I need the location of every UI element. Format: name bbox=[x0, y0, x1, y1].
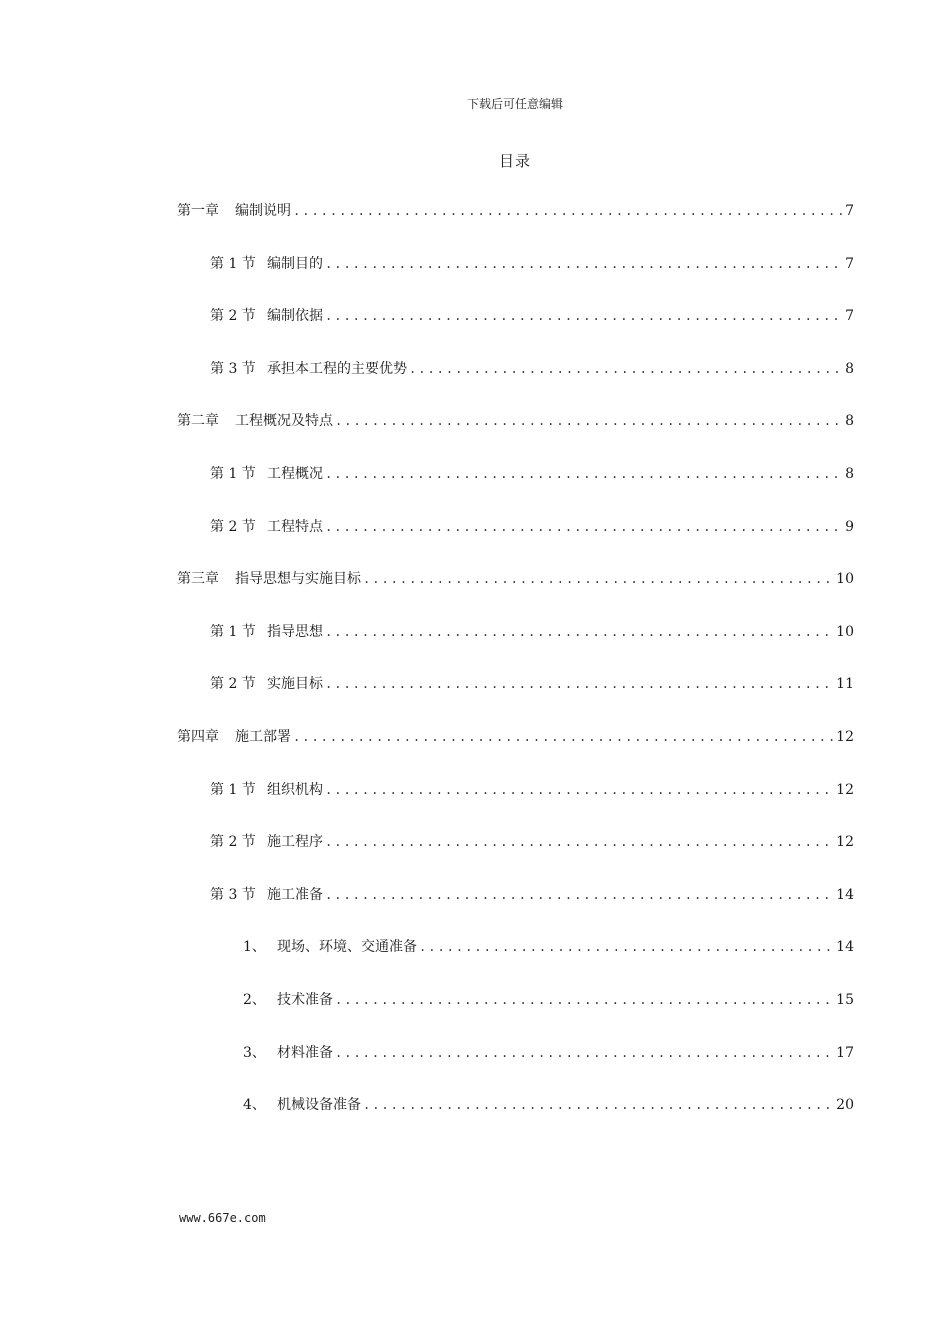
toc-entry-section[interactable] bbox=[210, 779, 854, 807]
toc-entry-number: 第 2 节 bbox=[210, 834, 256, 851]
toc-entry-number: 第 1 节 bbox=[210, 781, 256, 798]
toc-entry-label: 技术准备 bbox=[277, 992, 333, 1008]
toc-entry-label: 施工程序 bbox=[267, 834, 323, 851]
toc-entry-label: 编制依据 bbox=[267, 308, 323, 325]
toc-entry-number: 第 2 节 bbox=[210, 518, 256, 535]
toc-entry-section[interactable] bbox=[210, 884, 854, 912]
toc-entry-page: 7 bbox=[845, 255, 854, 272]
dot-leader bbox=[325, 677, 834, 691]
toc-entry-section[interactable] bbox=[210, 673, 854, 701]
dot-leader bbox=[293, 204, 843, 218]
toc-entry-section[interactable] bbox=[210, 621, 854, 649]
toc-entry-page: 7 bbox=[845, 203, 854, 219]
dot-leader bbox=[325, 309, 843, 323]
dot-leader bbox=[325, 467, 843, 481]
dot-leader bbox=[419, 940, 834, 954]
toc-entry-page: 7 bbox=[845, 308, 854, 325]
toc-entry-chapter[interactable] bbox=[177, 410, 854, 438]
toc-entry-page: 12 bbox=[836, 729, 854, 745]
toc-entry-page: 20 bbox=[836, 1097, 854, 1114]
header-note: 下载后可任意编辑 bbox=[466, 97, 563, 111]
toc-entry-page: 15 bbox=[836, 992, 854, 1008]
toc-entry-page: 11 bbox=[836, 676, 854, 693]
toc-entry-label: 组织机构 bbox=[267, 781, 323, 798]
dot-leader bbox=[325, 783, 834, 797]
dot-leader bbox=[293, 730, 834, 744]
toc-entry-chapter[interactable] bbox=[177, 200, 854, 228]
toc-entry-page: 10 bbox=[836, 571, 854, 588]
toc-entry-page: 9 bbox=[845, 518, 854, 535]
toc-entry-label: 承担本工程的主要优势 bbox=[267, 360, 407, 377]
toc-entry-page: 12 bbox=[836, 834, 854, 851]
toc-entry-chapter[interactable] bbox=[177, 726, 854, 754]
toc-entry-number: 第三章 bbox=[177, 571, 219, 588]
toc-entry-label: 施工准备 bbox=[267, 886, 323, 903]
toc-entry-page: 12 bbox=[836, 781, 854, 798]
toc-entry-number: 第四章 bbox=[177, 729, 219, 745]
toc-entry-number: 第 1 节 bbox=[210, 466, 256, 482]
toc-entry-number: 2、 bbox=[243, 992, 266, 1008]
dot-leader bbox=[363, 572, 834, 586]
toc-entry-section[interactable] bbox=[210, 305, 854, 333]
dot-leader bbox=[335, 1046, 834, 1060]
toc-entry-page: 17 bbox=[836, 1044, 854, 1061]
toc-entry-number: 第 1 节 bbox=[210, 255, 256, 272]
toc-entry-number: 第 1 节 bbox=[210, 623, 256, 640]
toc-entry-page: 8 bbox=[845, 413, 854, 430]
toc-entry-label: 指导思想 bbox=[267, 623, 323, 640]
toc-entry-item[interactable] bbox=[243, 1094, 854, 1122]
toc-entry-page: 8 bbox=[845, 466, 854, 482]
toc-entry-chapter[interactable] bbox=[177, 568, 854, 596]
toc-entry-page: 14 bbox=[836, 886, 854, 903]
toc-entry-label: 实施目标 bbox=[267, 676, 323, 693]
dot-leader bbox=[335, 993, 834, 1007]
toc-entry-label: 编制目的 bbox=[267, 255, 323, 272]
toc-entry-number: 第 3 节 bbox=[210, 886, 256, 903]
toc-title: 目录 bbox=[498, 152, 531, 170]
toc-entry-number: 第二章 bbox=[177, 413, 219, 430]
toc-entry-number: 4、 bbox=[243, 1097, 266, 1114]
dot-leader bbox=[325, 520, 843, 534]
dot-leader bbox=[325, 835, 834, 849]
toc-entry-item[interactable] bbox=[243, 989, 854, 1017]
dot-leader bbox=[325, 625, 834, 639]
toc-entry-label: 工程特点 bbox=[267, 518, 323, 535]
toc-entry-page: 14 bbox=[836, 939, 854, 956]
toc-entry-number: 第 2 节 bbox=[210, 308, 256, 325]
toc-entry-item[interactable] bbox=[243, 936, 854, 964]
toc-entry-number: 3、 bbox=[243, 1044, 266, 1061]
dot-leader bbox=[325, 257, 843, 271]
footer-url: www.667e.com bbox=[179, 1211, 266, 1225]
toc-entry-label: 现场、环境、交通准备 bbox=[277, 939, 417, 956]
toc-entry-label: 工程概况 bbox=[267, 466, 323, 482]
toc-entry-page: 8 bbox=[845, 360, 854, 377]
dot-leader bbox=[335, 414, 843, 428]
toc-entry-page: 10 bbox=[836, 623, 854, 640]
dot-leader bbox=[363, 1098, 834, 1112]
dot-leader bbox=[409, 362, 843, 376]
toc-entry-label: 工程概况及特点 bbox=[235, 413, 333, 430]
toc-entry-label: 材料准备 bbox=[277, 1044, 333, 1061]
toc-entry-number: 第 3 节 bbox=[210, 360, 256, 377]
toc-entry-label: 编制说明 bbox=[235, 203, 291, 219]
toc-entry-label: 指导思想与实施目标 bbox=[235, 571, 361, 588]
dot-leader bbox=[325, 888, 834, 902]
toc-entry-section[interactable] bbox=[210, 358, 854, 386]
toc-entry-label: 机械设备准备 bbox=[277, 1097, 361, 1114]
toc-entry-label: 施工部署 bbox=[235, 729, 291, 745]
toc-entry-number: 第一章 bbox=[177, 203, 219, 219]
toc-entry-section[interactable] bbox=[210, 253, 854, 281]
toc-entry-section[interactable] bbox=[210, 463, 854, 491]
toc-entry-section[interactable] bbox=[210, 516, 854, 544]
toc-entry-number: 第 2 节 bbox=[210, 676, 256, 693]
toc-entry-item[interactable] bbox=[243, 1042, 854, 1070]
toc-entry-number: 1、 bbox=[243, 939, 266, 956]
toc-entry-section[interactable] bbox=[210, 831, 854, 859]
